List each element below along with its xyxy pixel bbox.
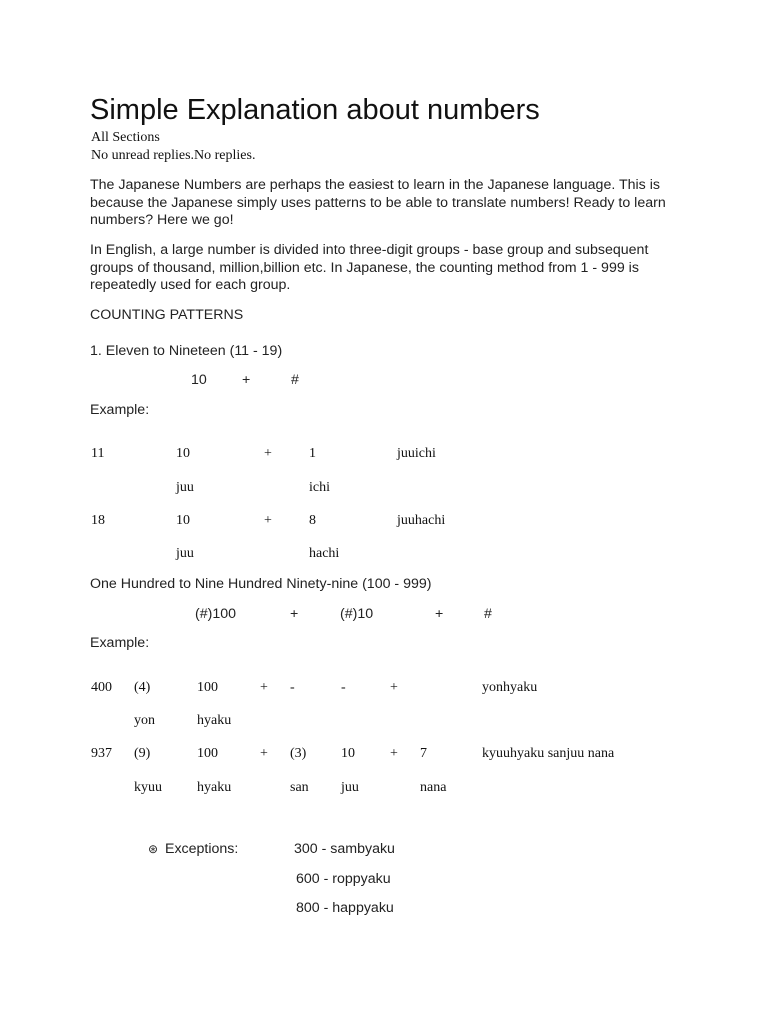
formula-hundreds: (#)100 xyxy=(195,606,237,622)
hundred-word: hyaku xyxy=(197,713,232,728)
section1-heading: 1. Eleven to Nineteen (11 - 19) xyxy=(90,343,283,359)
tens-word: san xyxy=(290,780,309,795)
section1-example-label: Example: xyxy=(90,402,150,418)
plus-sign: + xyxy=(390,680,398,695)
hundreds-digit: (9) xyxy=(134,746,151,761)
digit-value: 1 xyxy=(309,446,316,461)
example-number: 937 xyxy=(91,746,112,761)
section2-heading: One Hundred to Nine Hundred Ninety-nine (100 - 999) xyxy=(90,576,432,592)
reading: juuhachi xyxy=(397,513,446,528)
ten-word: juu xyxy=(341,780,359,795)
section-label: All Sections xyxy=(91,130,160,145)
exception-item: 800 - happyaku xyxy=(296,900,394,916)
hundreds-word: kyuu xyxy=(134,780,162,795)
exceptions-label: Exceptions: xyxy=(165,841,239,857)
formula-tens: (#)10 xyxy=(340,606,374,622)
plus-sign: + xyxy=(390,746,398,761)
intro-paragraph: The Japanese Numbers are perhaps the easiest to learn in the Japanese language. This is because the Japanese simply uses patterns to be able to translate numbers! Ready to learn numbers? Here we go! xyxy=(90,177,666,228)
exception-item: 600 - roppyaku xyxy=(296,871,391,887)
hundred-word: hyaku xyxy=(197,780,232,795)
replies-status: No unread replies.No replies. xyxy=(91,148,256,163)
bullet-icon: ⊛ xyxy=(148,842,159,856)
plus-sign: + xyxy=(264,446,272,461)
digit-word: ichi xyxy=(309,480,330,495)
hundreds-word: yon xyxy=(134,713,155,728)
tens-digit: - xyxy=(290,680,295,695)
formula-ten: 10 xyxy=(191,372,207,388)
exception-item: 300 - sambyaku xyxy=(294,841,395,857)
formula-plus: + xyxy=(242,372,251,388)
formula-plus: + xyxy=(435,606,444,622)
page-title: Simple Explanation about numbers xyxy=(90,94,540,126)
ones-word: nana xyxy=(420,780,447,795)
counting-patterns-heading: COUNTING PATTERNS xyxy=(90,307,244,323)
ones-value: 7 xyxy=(420,746,427,761)
formula-plus: + xyxy=(290,606,299,622)
ten-word: juu xyxy=(176,546,194,561)
formula-ones: # xyxy=(484,606,492,622)
section2-example-label: Example: xyxy=(90,635,150,651)
ten-value: - xyxy=(341,680,346,695)
hundred-value: 100 xyxy=(197,680,218,695)
example-number: 18 xyxy=(91,513,105,528)
example-number: 400 xyxy=(91,680,112,695)
example-number: 11 xyxy=(91,446,105,461)
digit-value: 8 xyxy=(309,513,316,528)
reading: juuichi xyxy=(397,446,436,461)
plus-sign: + xyxy=(260,746,268,761)
plus-sign: + xyxy=(260,680,268,695)
plus-sign: + xyxy=(264,513,272,528)
tens-digit: (3) xyxy=(290,746,307,761)
hundreds-digit: (4) xyxy=(134,680,151,695)
digit-word: hachi xyxy=(309,546,340,561)
ten-value: 10 xyxy=(176,446,190,461)
reading: kyuuhyaku sanjuu nana xyxy=(482,746,615,761)
english-groups-paragraph: In English, a large number is divided into three-digit groups - base group and subsequent groups of thousand, million,billion etc. In Japanese, the counting method from 1 - 999 is repeatedly used for each group. xyxy=(90,242,649,293)
reading: yonhyaku xyxy=(482,680,538,695)
formula-digit: # xyxy=(291,372,299,388)
ten-word: juu xyxy=(176,480,194,495)
hundred-value: 100 xyxy=(197,746,218,761)
ten-value: 10 xyxy=(341,746,355,761)
ten-value: 10 xyxy=(176,513,190,528)
